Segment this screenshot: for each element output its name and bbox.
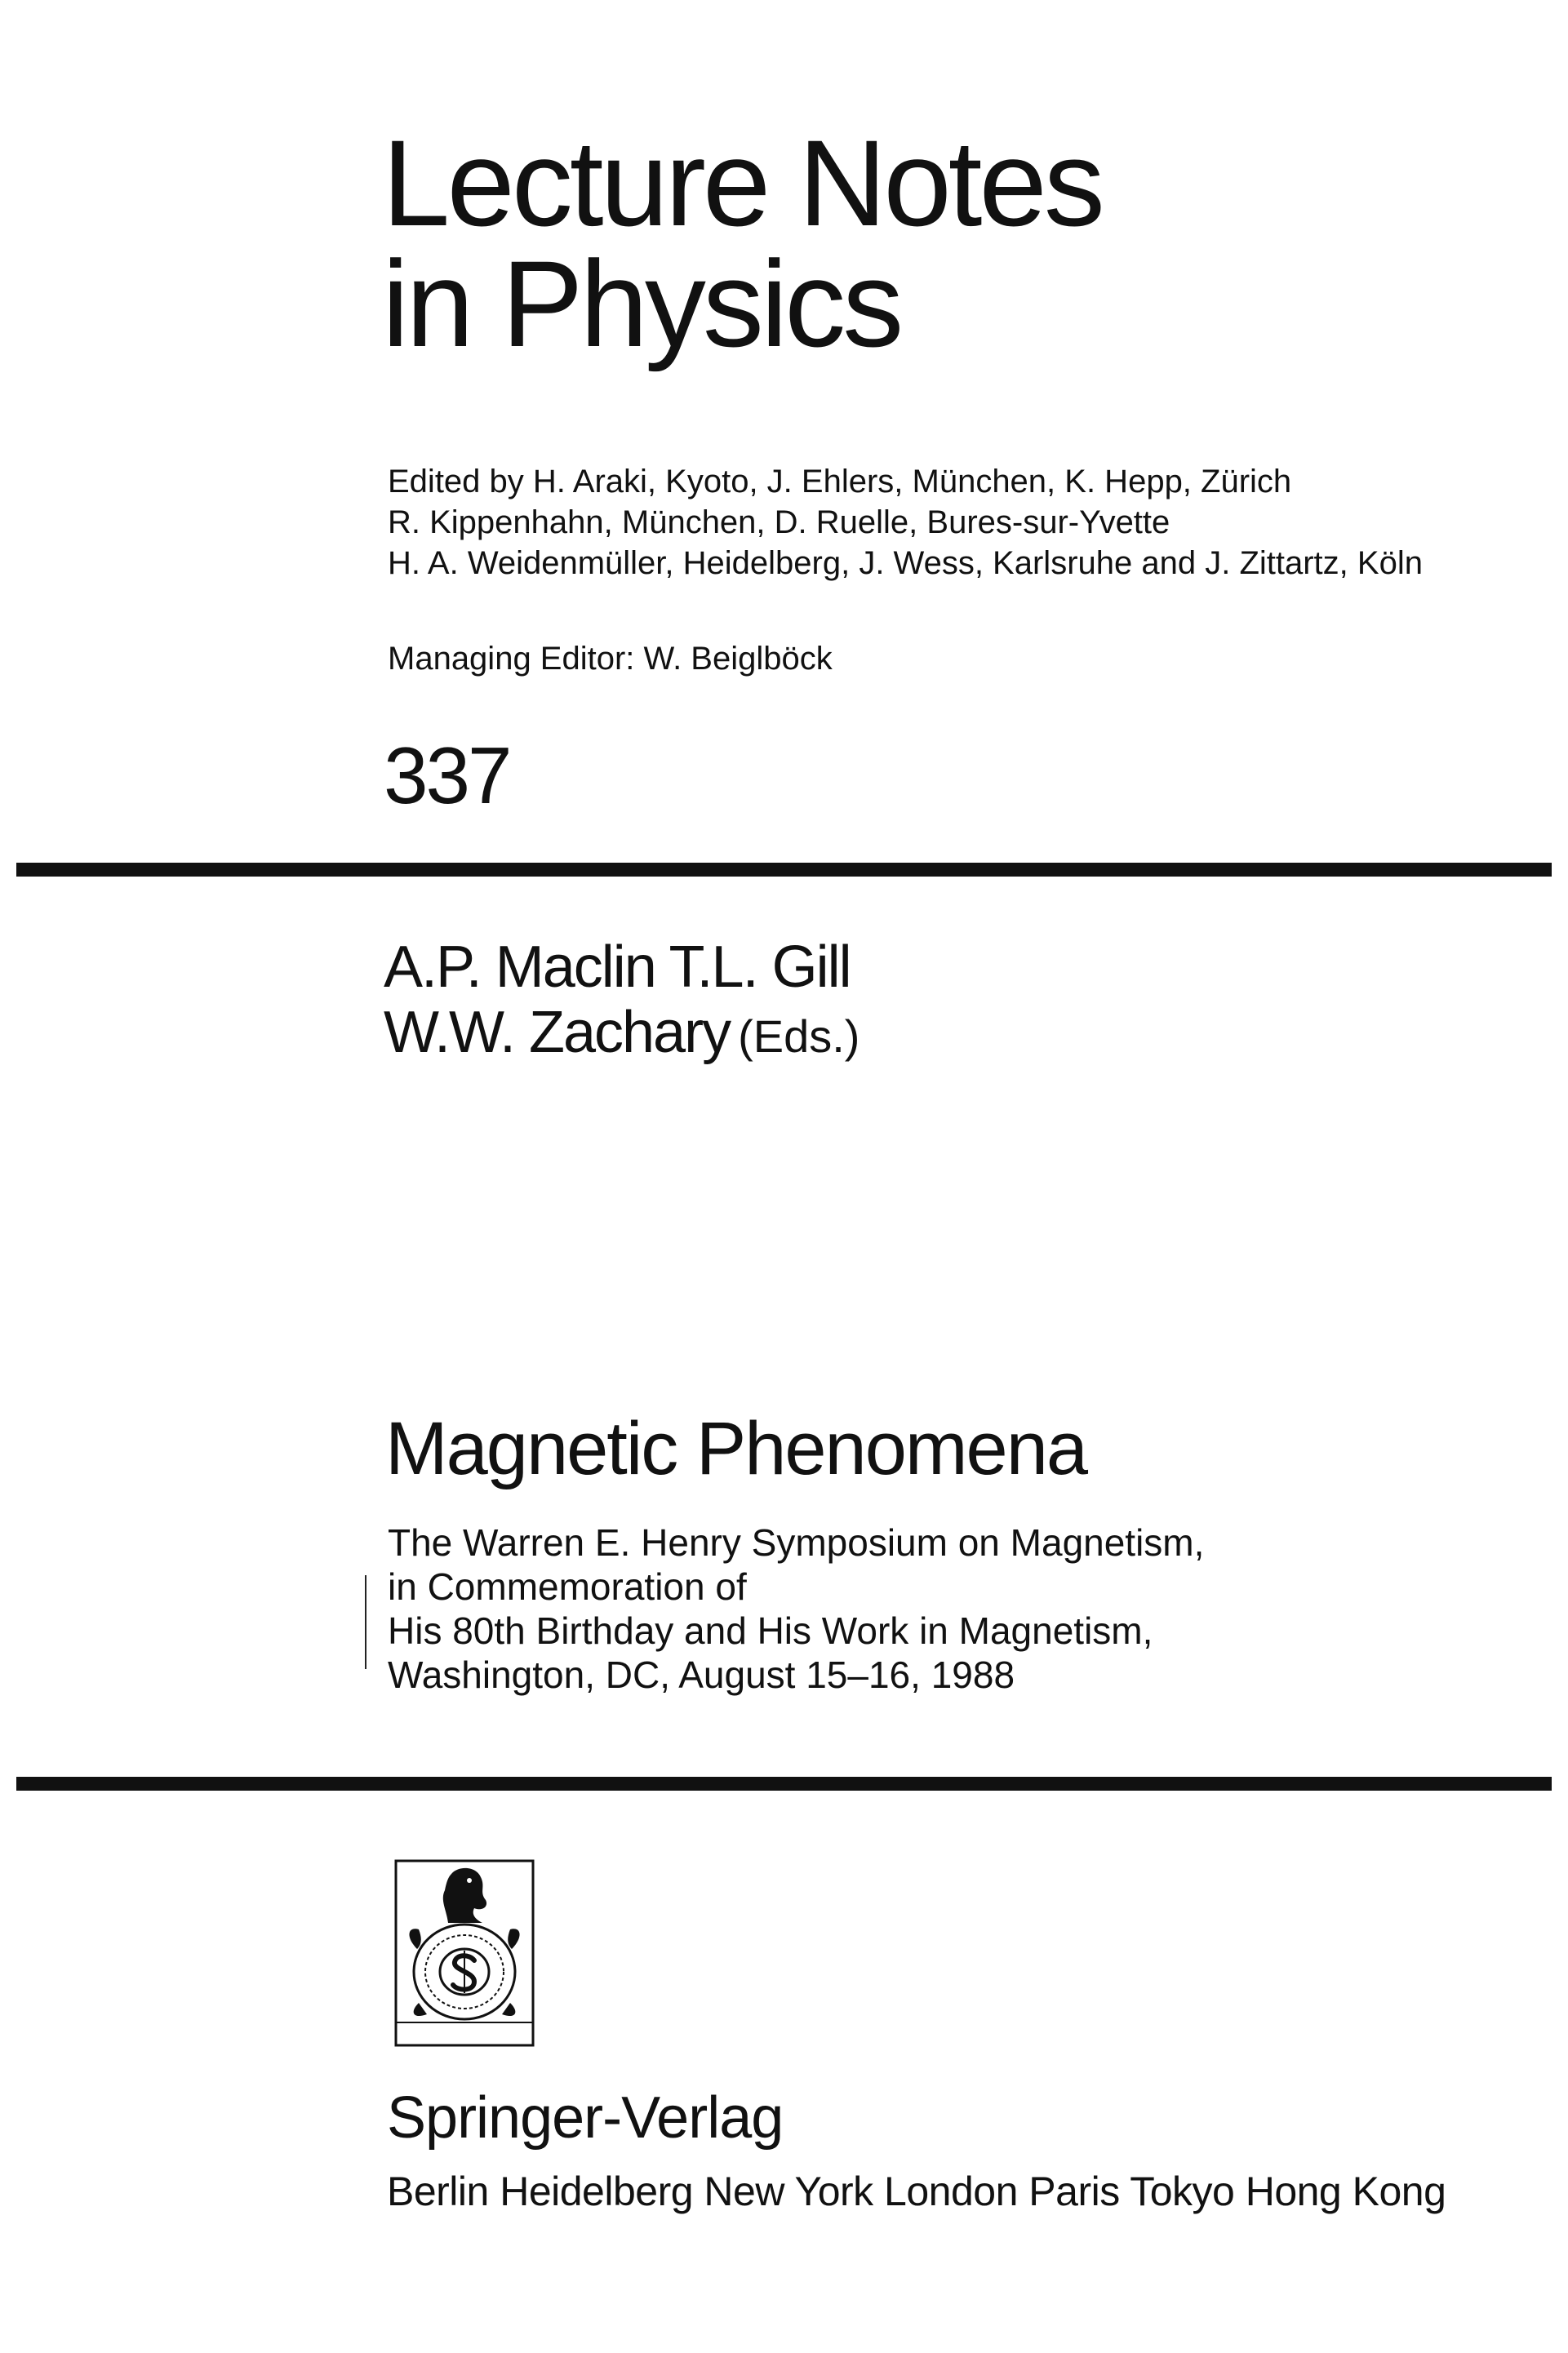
book-editors-name: W.W. Zachary [384, 1000, 731, 1065]
springer-knight-logo-icon [394, 1859, 535, 2047]
book-subtitle [388, 1521, 1204, 1697]
publisher-name: Springer-Verlag [387, 2085, 784, 2151]
series-editors [388, 461, 1423, 584]
book-editors [384, 935, 860, 1069]
eds-label: (Eds.) [738, 1010, 860, 1062]
volume-number: 337 [384, 730, 510, 820]
bottom-divider-rule [16, 1777, 1552, 1791]
series-title [382, 114, 1102, 372]
managing-editor: Managing Editor: W. Beiglböck [388, 641, 833, 677]
editors-line-2: R. Kippenhahn, München, D. Ruelle, Bures-sur-Yvette [388, 504, 1170, 540]
subtitle-line-1: The Warren E. Henry Symposium on Magnetism, [388, 1521, 1205, 1564]
subtitle-line-2: in Commemoration of [388, 1565, 747, 1608]
book-title: Magnetic Phenomena [385, 1407, 1087, 1490]
publisher-cities: Berlin Heidelberg New York London Paris Tokyo Hong Kong [387, 2169, 1446, 2214]
series-title-line-1: Lecture Notes [382, 114, 1102, 251]
editors-line-1: Edited by H. Araki, Kyoto, J. Ehlers, München, K. Hepp, Zürich [388, 464, 1292, 499]
series-title-line-2: in Physics [382, 235, 901, 372]
subtitle-line-3: His 80th Birthday and His Work in Magnetism, [388, 1609, 1153, 1652]
editors-line-3: H. A. Weidenmüller, Heidelberg, J. Wess, Karlsruhe and J. Zittartz, Köln [388, 545, 1423, 581]
subtitle-line-4: Washington, DC, August 15–16, 1988 [388, 1654, 1015, 1696]
book-editors-line-1: A.P. Maclin T.L. Gill [384, 935, 851, 1000]
book-editors-line-2 [384, 1000, 860, 1069]
top-divider-rule [16, 863, 1552, 877]
margin-mark [365, 1575, 366, 1669]
